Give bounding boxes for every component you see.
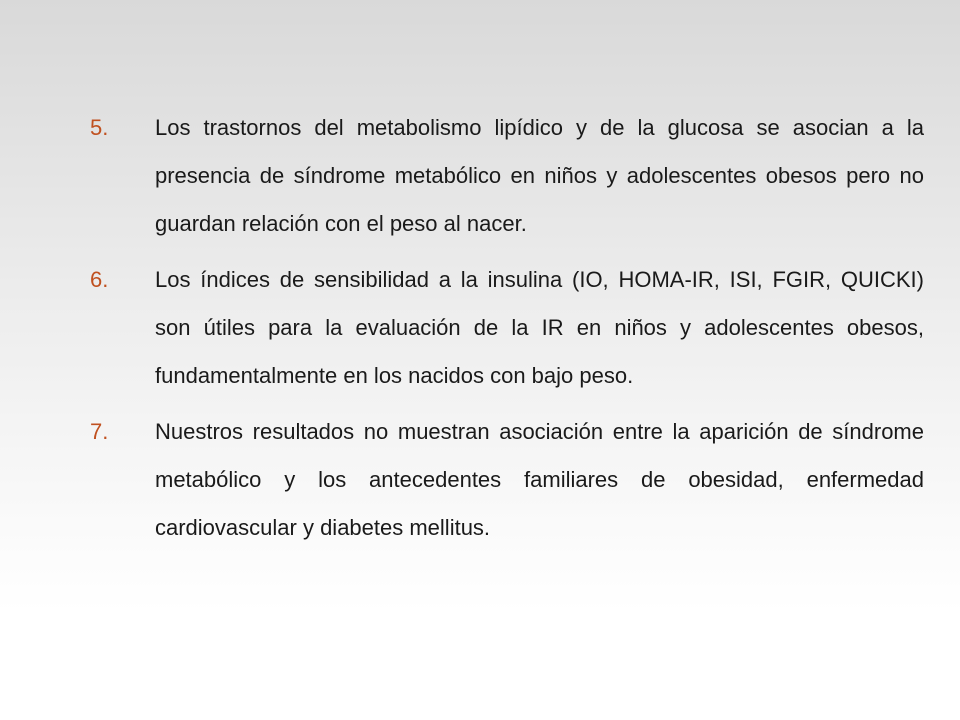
list-item-7 [88, 408, 924, 552]
conclusions-list [88, 104, 924, 560]
item-text: Nuestros resultados no muestran asociación entre la aparición de síndrome metabólico y los antecedentes familiares de obesidad, enfermedad cardiovascular y diabetes mellitus. [155, 419, 924, 540]
item-number: 5. [90, 115, 109, 140]
item-number: 6. [90, 267, 109, 292]
item-text: Los trastornos del metabolismo lipídico y de la glucosa se asocian a la presencia de síndrome metabólico en niños y adolescentes obesos pero no guardan relación con el peso al nacer. [155, 115, 924, 236]
item-text: Los índices de sensibilidad a la insulina (IO, HOMA-IR, ISI, FGIR, QUICKI) son útiles para la evaluación de la IR en niños y adolescentes obesos, fundamentalmente en los nacidos con bajo peso. [155, 267, 924, 388]
list-item-5 [88, 104, 924, 248]
item-number: 7. [90, 419, 109, 444]
list-item-6 [88, 256, 924, 400]
